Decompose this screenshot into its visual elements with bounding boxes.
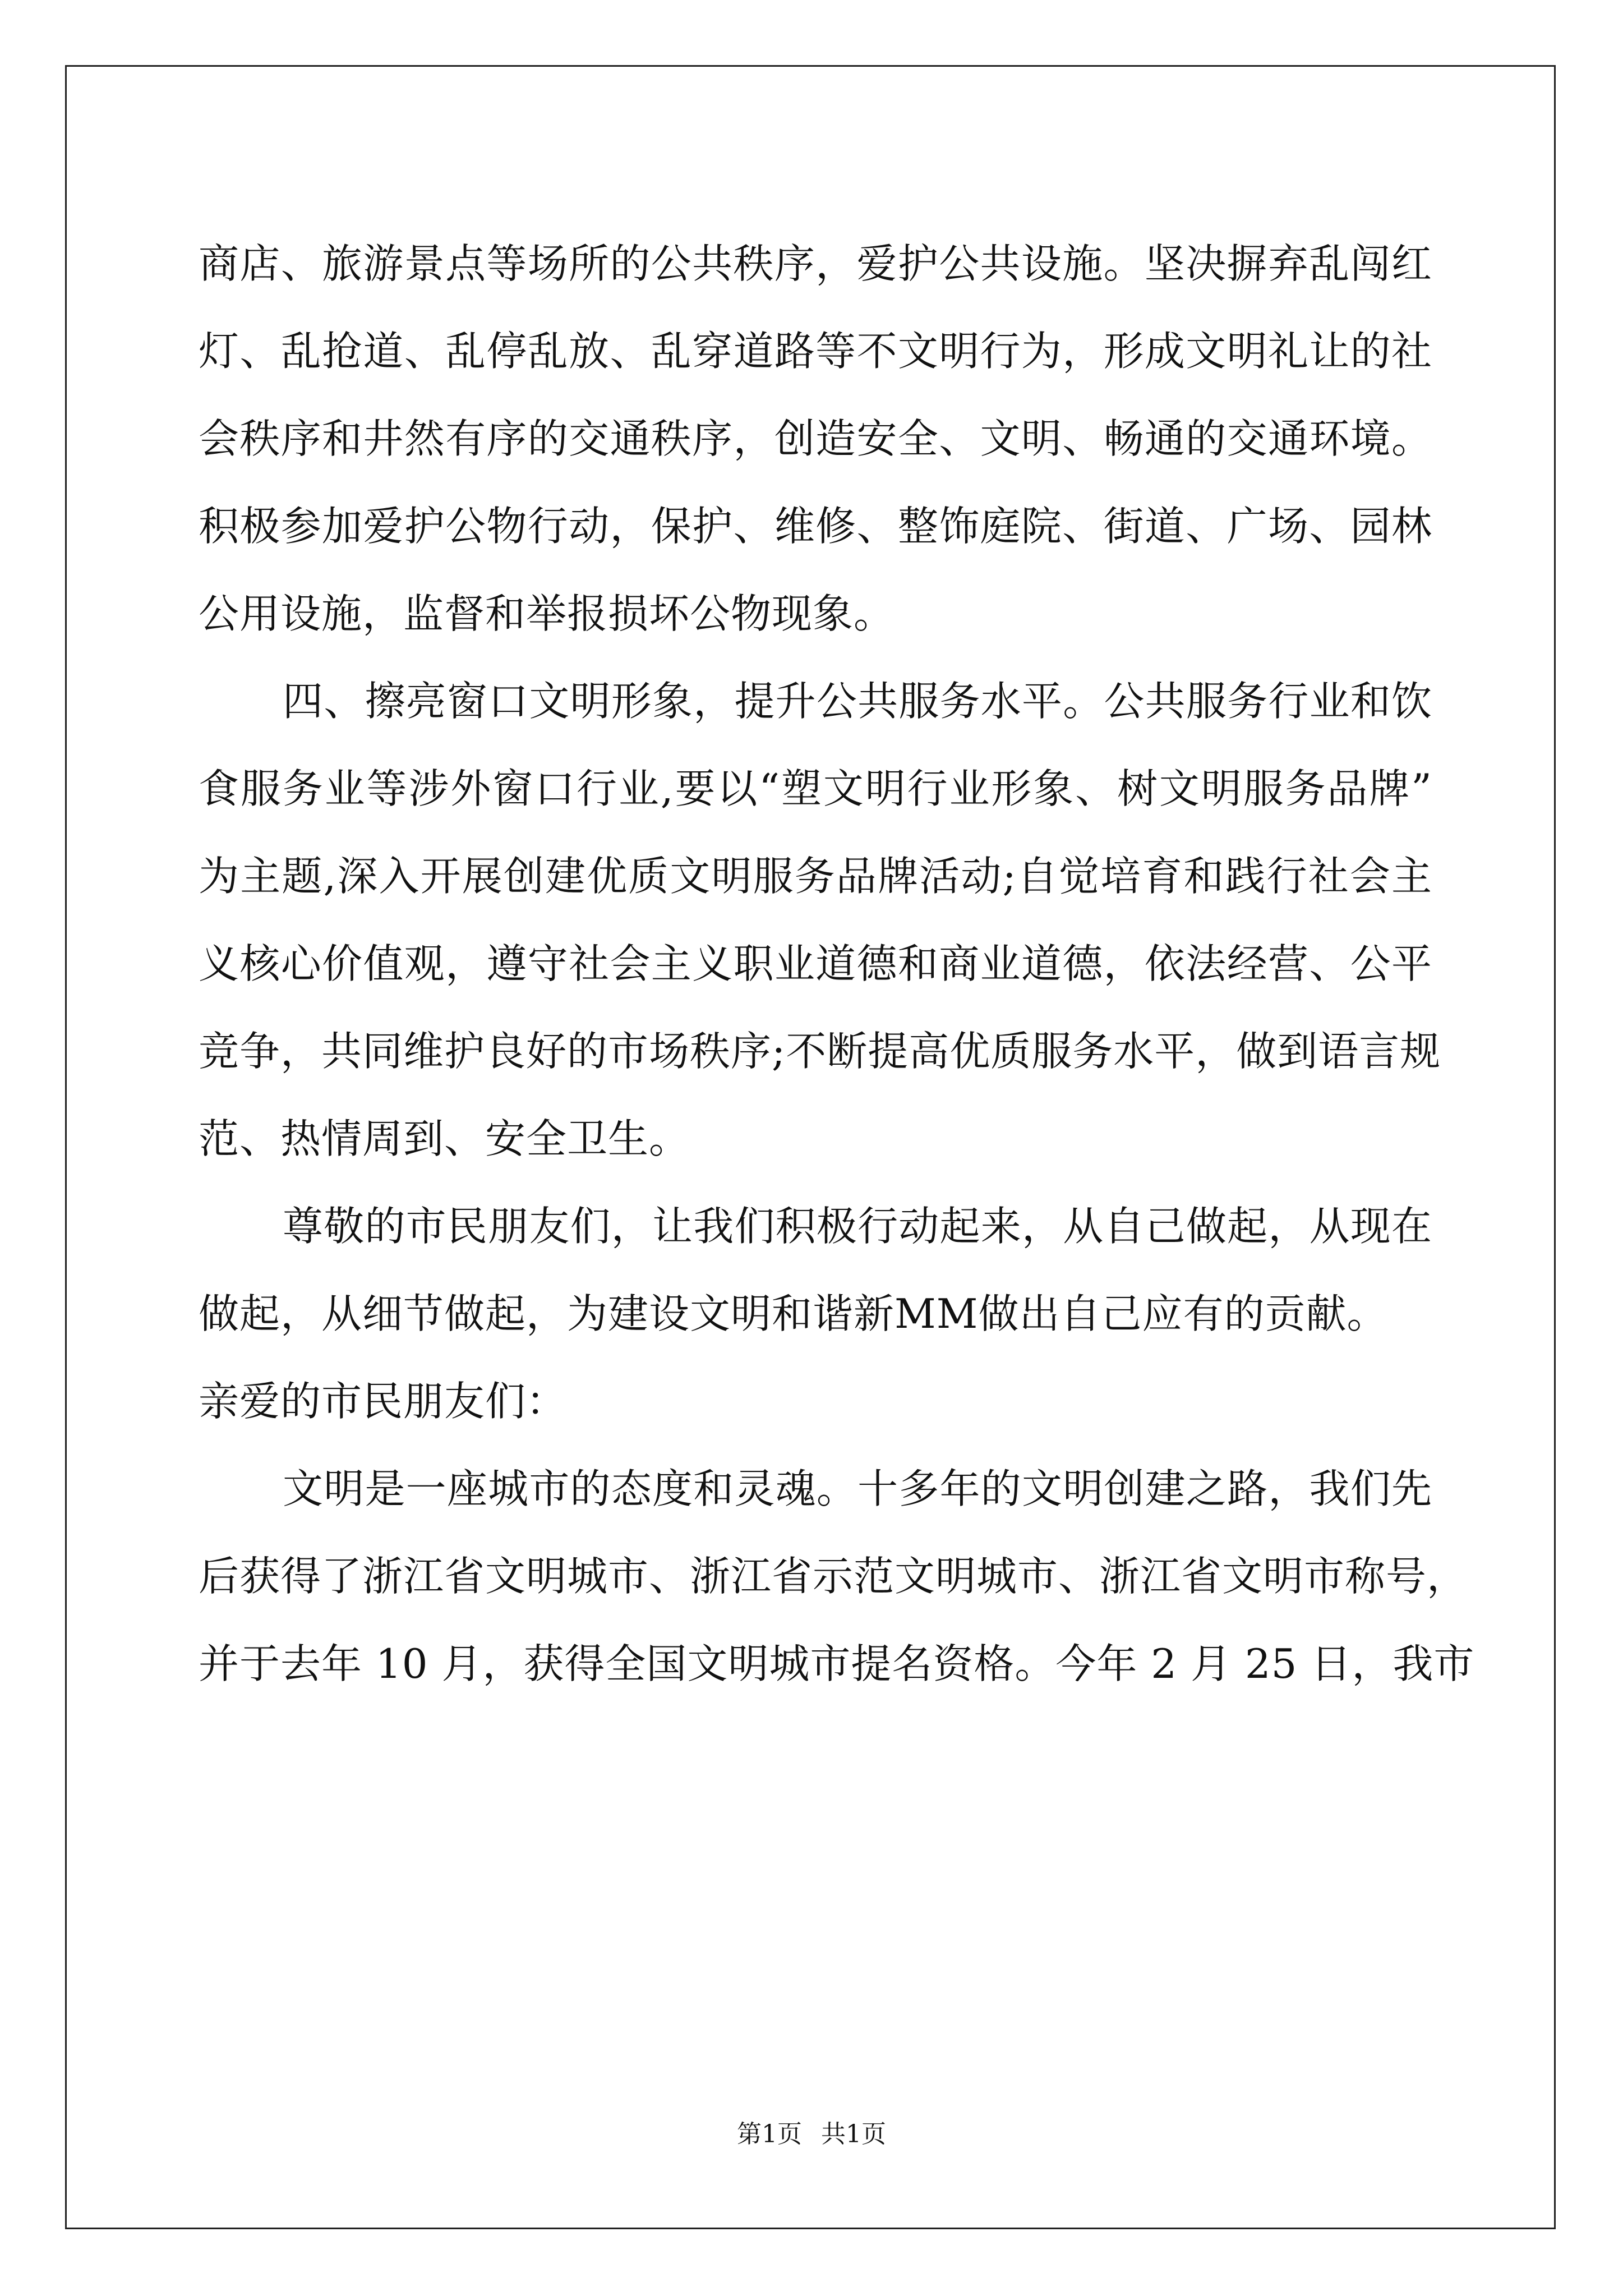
paragraph-first-line: 四、擦亮窗口文明形象，提升公共服务水平。公共服务行业和饮	[283, 678, 1432, 725]
text-line: 范、热情周到、安全卫生。	[199, 1115, 690, 1162]
text-line: 积极参加爱护公物行动，保护、维修、整饰庭院、街道、广场、园林	[199, 503, 1432, 550]
text-line: 灯、乱抢道、乱停乱放、乱穿道路等不文明行为，形成文明礼让的社	[199, 328, 1432, 375]
text-line: 后获得了浙江省文明城市、浙江省示范文明城市、浙江省文明市称号，	[199, 1553, 1468, 1600]
text-line: 公用设施，监督和举报损坏公物现象。	[199, 590, 895, 637]
text-line: 竞争，共同维护良好的市场秩序;不断提高优质服务水平，做到语言规	[199, 1028, 1441, 1075]
text-line: 会秩序和井然有序的交通秩序，创造安全、文明、畅通的交通环境。	[199, 415, 1432, 462]
text-line: 并于去年 10 月，获得全国文明城市提名资格。今年 2 月 25 日，我市	[199, 1640, 1475, 1687]
paragraph-first-line: 尊敬的市民朋友们，让我们积极行动起来，从自己做起，从现在	[283, 1203, 1432, 1250]
paragraph-first-line: 文明是一座城市的态度和灵魂。十多年的文明创建之路，我们先	[283, 1465, 1432, 1512]
salutation: 亲爱的市民朋友们：	[199, 1378, 568, 1425]
text-line: 食服务业等涉外窗口行业,要以“塑文明行业形象、树文明服务品牌”	[199, 765, 1432, 812]
page-footer	[0, 2118, 1623, 2151]
page-total: 共1页	[821, 2120, 886, 2148]
text-line: 做起，从细节做起，为建设文明和谐新MM做出自己应有的贡献。	[199, 1290, 1388, 1337]
text-line: 为主题,深入开展创建优质文明服务品牌活动;自觉培育和践行社会主	[199, 853, 1432, 900]
text-line: 商店、旅游景点等场所的公共秩序，爱护公共设施。坚决摒弃乱闯红	[199, 240, 1432, 287]
page-number: 第1页	[737, 2120, 802, 2148]
text-line: 义核心价值观，遵守社会主义职业道德和商业道德，依法经营、公平	[199, 940, 1432, 987]
document-body	[199, 220, 1475, 1708]
